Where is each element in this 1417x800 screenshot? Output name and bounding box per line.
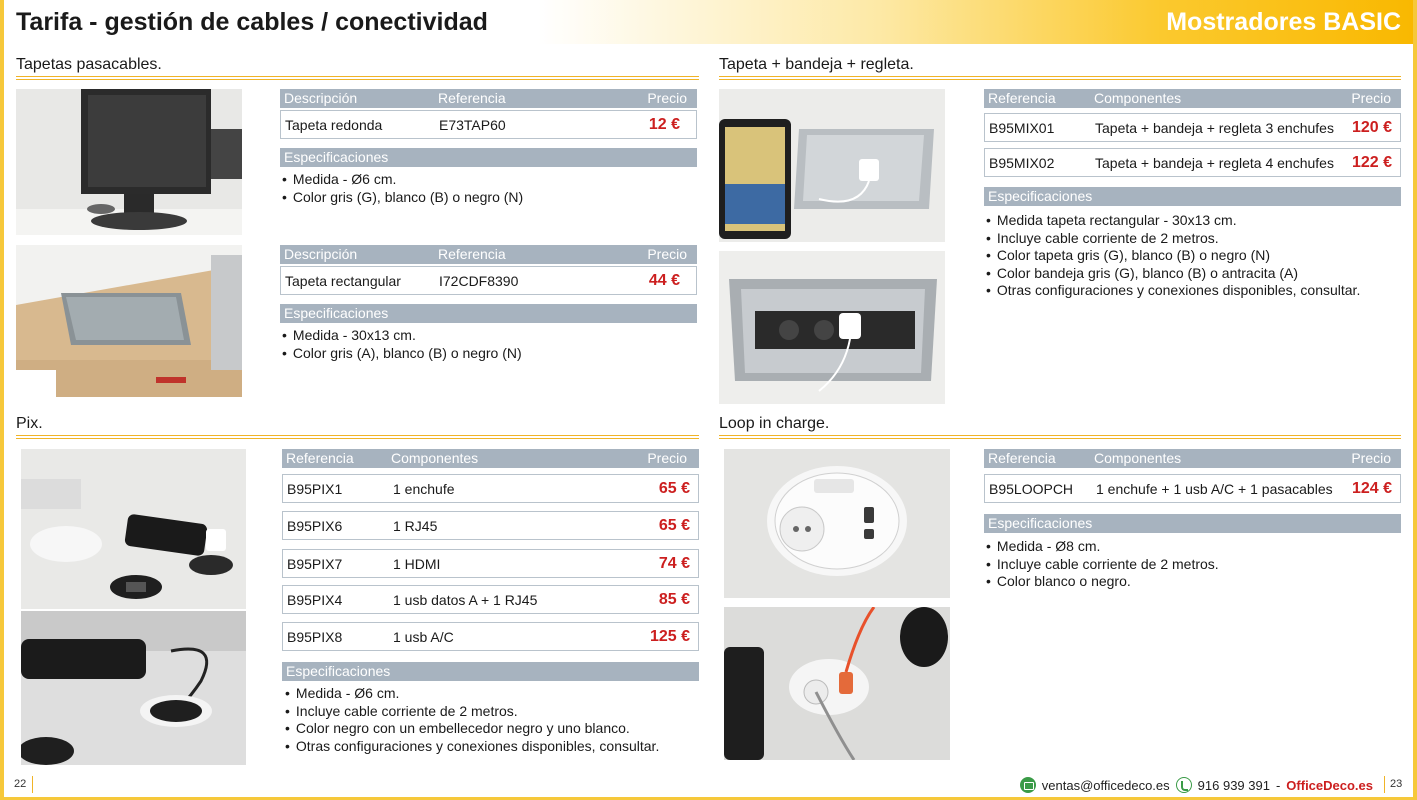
spec-list [986, 212, 1360, 300]
row-price: 74 € [658, 555, 690, 572]
spec-header: Especificaciones [984, 514, 1401, 533]
footer-contact [1020, 777, 1373, 793]
row-price: 85 € [658, 591, 690, 608]
spec-list [986, 538, 1219, 591]
page-number-right: 23 [1390, 778, 1403, 790]
page-number-left: 22 [14, 778, 27, 790]
photo-loop-top [724, 449, 950, 598]
table-header [984, 449, 1401, 468]
frame-left [0, 0, 4, 800]
row-components: 1 RJ45 [393, 518, 438, 534]
footer-separator: - [1275, 777, 1281, 793]
table-header [984, 89, 1401, 108]
spec-item: • Color gris (G), blanco (B) o negro (N) [282, 189, 523, 207]
spec-item: • Medida - Ø6 cm. [285, 685, 659, 703]
photo-tapeta-bandeja-regleta [719, 251, 945, 404]
spec-item: • Color bandeja gris (G), blanco (B) o antracita (A) [986, 265, 1360, 283]
spec-list [282, 327, 522, 362]
col-header-componentes: Componentes [1094, 450, 1182, 466]
frame-right [1413, 0, 1417, 800]
col-header-componentes: Componentes [1094, 90, 1182, 106]
table-row [282, 474, 699, 503]
footer-divider [1384, 776, 1385, 793]
col-header-precio: Precio [1351, 90, 1391, 106]
spec-list [282, 171, 523, 206]
col-header-componentes: Componentes [391, 450, 479, 466]
section-title-pix: Pix. [16, 415, 43, 432]
footer-phone[interactable]: 916 939 391 [1197, 777, 1270, 793]
phone-icon [1176, 777, 1192, 793]
row-components: 1 HDMI [393, 556, 441, 572]
spec-item: • Otras configuraciones y conexiones disponibles, consultar. [986, 282, 1360, 300]
section-rule [16, 76, 699, 80]
row-reference: B95PIX8 [287, 629, 343, 645]
email-icon [1020, 777, 1036, 793]
table-row [282, 549, 699, 578]
table-header [280, 89, 697, 108]
footer-divider [32, 776, 33, 793]
row-description: Tapeta redonda [285, 117, 383, 133]
row-reference: B95MIX01 [989, 120, 1055, 136]
row-price: 12 € [648, 116, 680, 133]
page-title: Tarifa - gestión de cables / conectividad [16, 8, 488, 36]
row-components: 1 enchufe [393, 481, 455, 497]
col-header-precio: Precio [1351, 450, 1391, 466]
catalog-section-title: Mostradores BASIC [1166, 8, 1401, 36]
row-reference: B95PIX4 [287, 592, 343, 608]
row-reference: B95PIX7 [287, 556, 343, 572]
photo-loop-in-use [724, 607, 950, 760]
table-row [984, 113, 1401, 142]
photo-pix-phone [21, 611, 246, 765]
table-row [280, 110, 697, 139]
row-components: 1 usb datos A + 1 RJ45 [393, 592, 538, 608]
col-header-referencia: Referencia [286, 450, 354, 466]
photo-pix-desk [21, 449, 246, 609]
row-reference: B95PIX1 [287, 481, 343, 497]
row-components: Tapeta + bandeja + regleta 3 enchufes [1095, 120, 1334, 136]
section-title-tapetas: Tapetas pasacables. [16, 56, 162, 73]
table-row [282, 622, 699, 651]
spec-item: • Incluye cable corriente de 2 metros. [285, 703, 659, 721]
spec-item: • Color negro con un embellecedor negro y uno blanco. [285, 720, 659, 738]
col-header-referencia: Referencia [988, 450, 1056, 466]
footer-brand[interactable]: OfficeDeco.es [1286, 777, 1373, 793]
row-description: Tapeta rectangular [285, 273, 401, 289]
spec-item: • Medida tapeta rectangular - 30x13 cm. [986, 212, 1360, 230]
spec-header: Especificaciones [280, 148, 697, 167]
table-row [984, 148, 1401, 177]
row-reference: B95PIX6 [287, 518, 343, 534]
row-price: 122 € [1351, 154, 1392, 171]
row-reference: B95LOOPCH [989, 481, 1074, 497]
spec-item: • Color blanco o negro. [986, 573, 1219, 591]
row-price: 65 € [658, 480, 690, 497]
row-reference: I72CDF8390 [439, 273, 519, 289]
spec-list [285, 685, 659, 755]
row-price: 44 € [648, 272, 680, 289]
row-price: 120 € [1351, 119, 1392, 136]
col-header-precio: Precio [647, 450, 687, 466]
table-row [282, 585, 699, 614]
row-components: 1 enchufe + 1 usb A/C + 1 pasacables [1096, 481, 1333, 497]
col-header-referencia: Referencia [438, 246, 506, 262]
table-header [282, 449, 699, 468]
col-header-precio: Precio [647, 246, 687, 262]
section-rule [719, 76, 1401, 80]
row-components: Tapeta + bandeja + regleta 4 enchufes [1095, 155, 1334, 171]
table-row [282, 511, 699, 540]
col-header-referencia: Referencia [988, 90, 1056, 106]
photo-tapeta-redonda [16, 89, 242, 235]
row-reference: E73TAP60 [439, 117, 506, 133]
spec-header: Especificaciones [984, 187, 1401, 206]
spec-item: • Medida - Ø8 cm. [986, 538, 1219, 556]
row-reference: B95MIX02 [989, 155, 1055, 171]
spec-item: • Incluye cable corriente de 2 metros. [986, 230, 1360, 248]
section-title-tapeta-bandeja: Tapeta + bandeja + regleta. [719, 56, 914, 73]
table-row [984, 474, 1401, 503]
table-header [280, 245, 697, 264]
spec-item: • Otras configuraciones y conexiones disponibles, consultar. [285, 738, 659, 756]
page-header [0, 0, 1417, 44]
row-components: 1 usb A/C [393, 629, 454, 645]
spec-item: • Medida - Ø6 cm. [282, 171, 523, 189]
section-title-loop: Loop in charge. [719, 415, 830, 432]
spec-item: • Color gris (A), blanco (B) o negro (N) [282, 345, 522, 363]
col-header-precio: Precio [647, 90, 687, 106]
table-row [280, 266, 697, 295]
col-header-referencia: Referencia [438, 90, 506, 106]
footer-email[interactable]: ventas@officedeco.es [1041, 777, 1170, 793]
row-price: 125 € [649, 628, 690, 645]
photo-tapeta-rectangular [16, 245, 242, 397]
col-header-descripcion: Descripción [284, 90, 358, 106]
spec-item: • Color tapeta gris (G), blanco (B) o negro (N) [986, 247, 1360, 265]
section-rule [16, 435, 699, 439]
spec-header: Especificaciones [280, 304, 697, 323]
spec-item: • Incluye cable corriente de 2 metros. [986, 556, 1219, 574]
spec-header: Especificaciones [282, 662, 699, 681]
spec-item: • Medida - 30x13 cm. [282, 327, 522, 345]
photo-tapeta-bandeja-tablet [719, 89, 945, 242]
row-price: 65 € [658, 517, 690, 534]
col-header-descripcion: Descripción [284, 246, 358, 262]
section-rule [719, 435, 1401, 439]
row-price: 124 € [1351, 480, 1392, 497]
